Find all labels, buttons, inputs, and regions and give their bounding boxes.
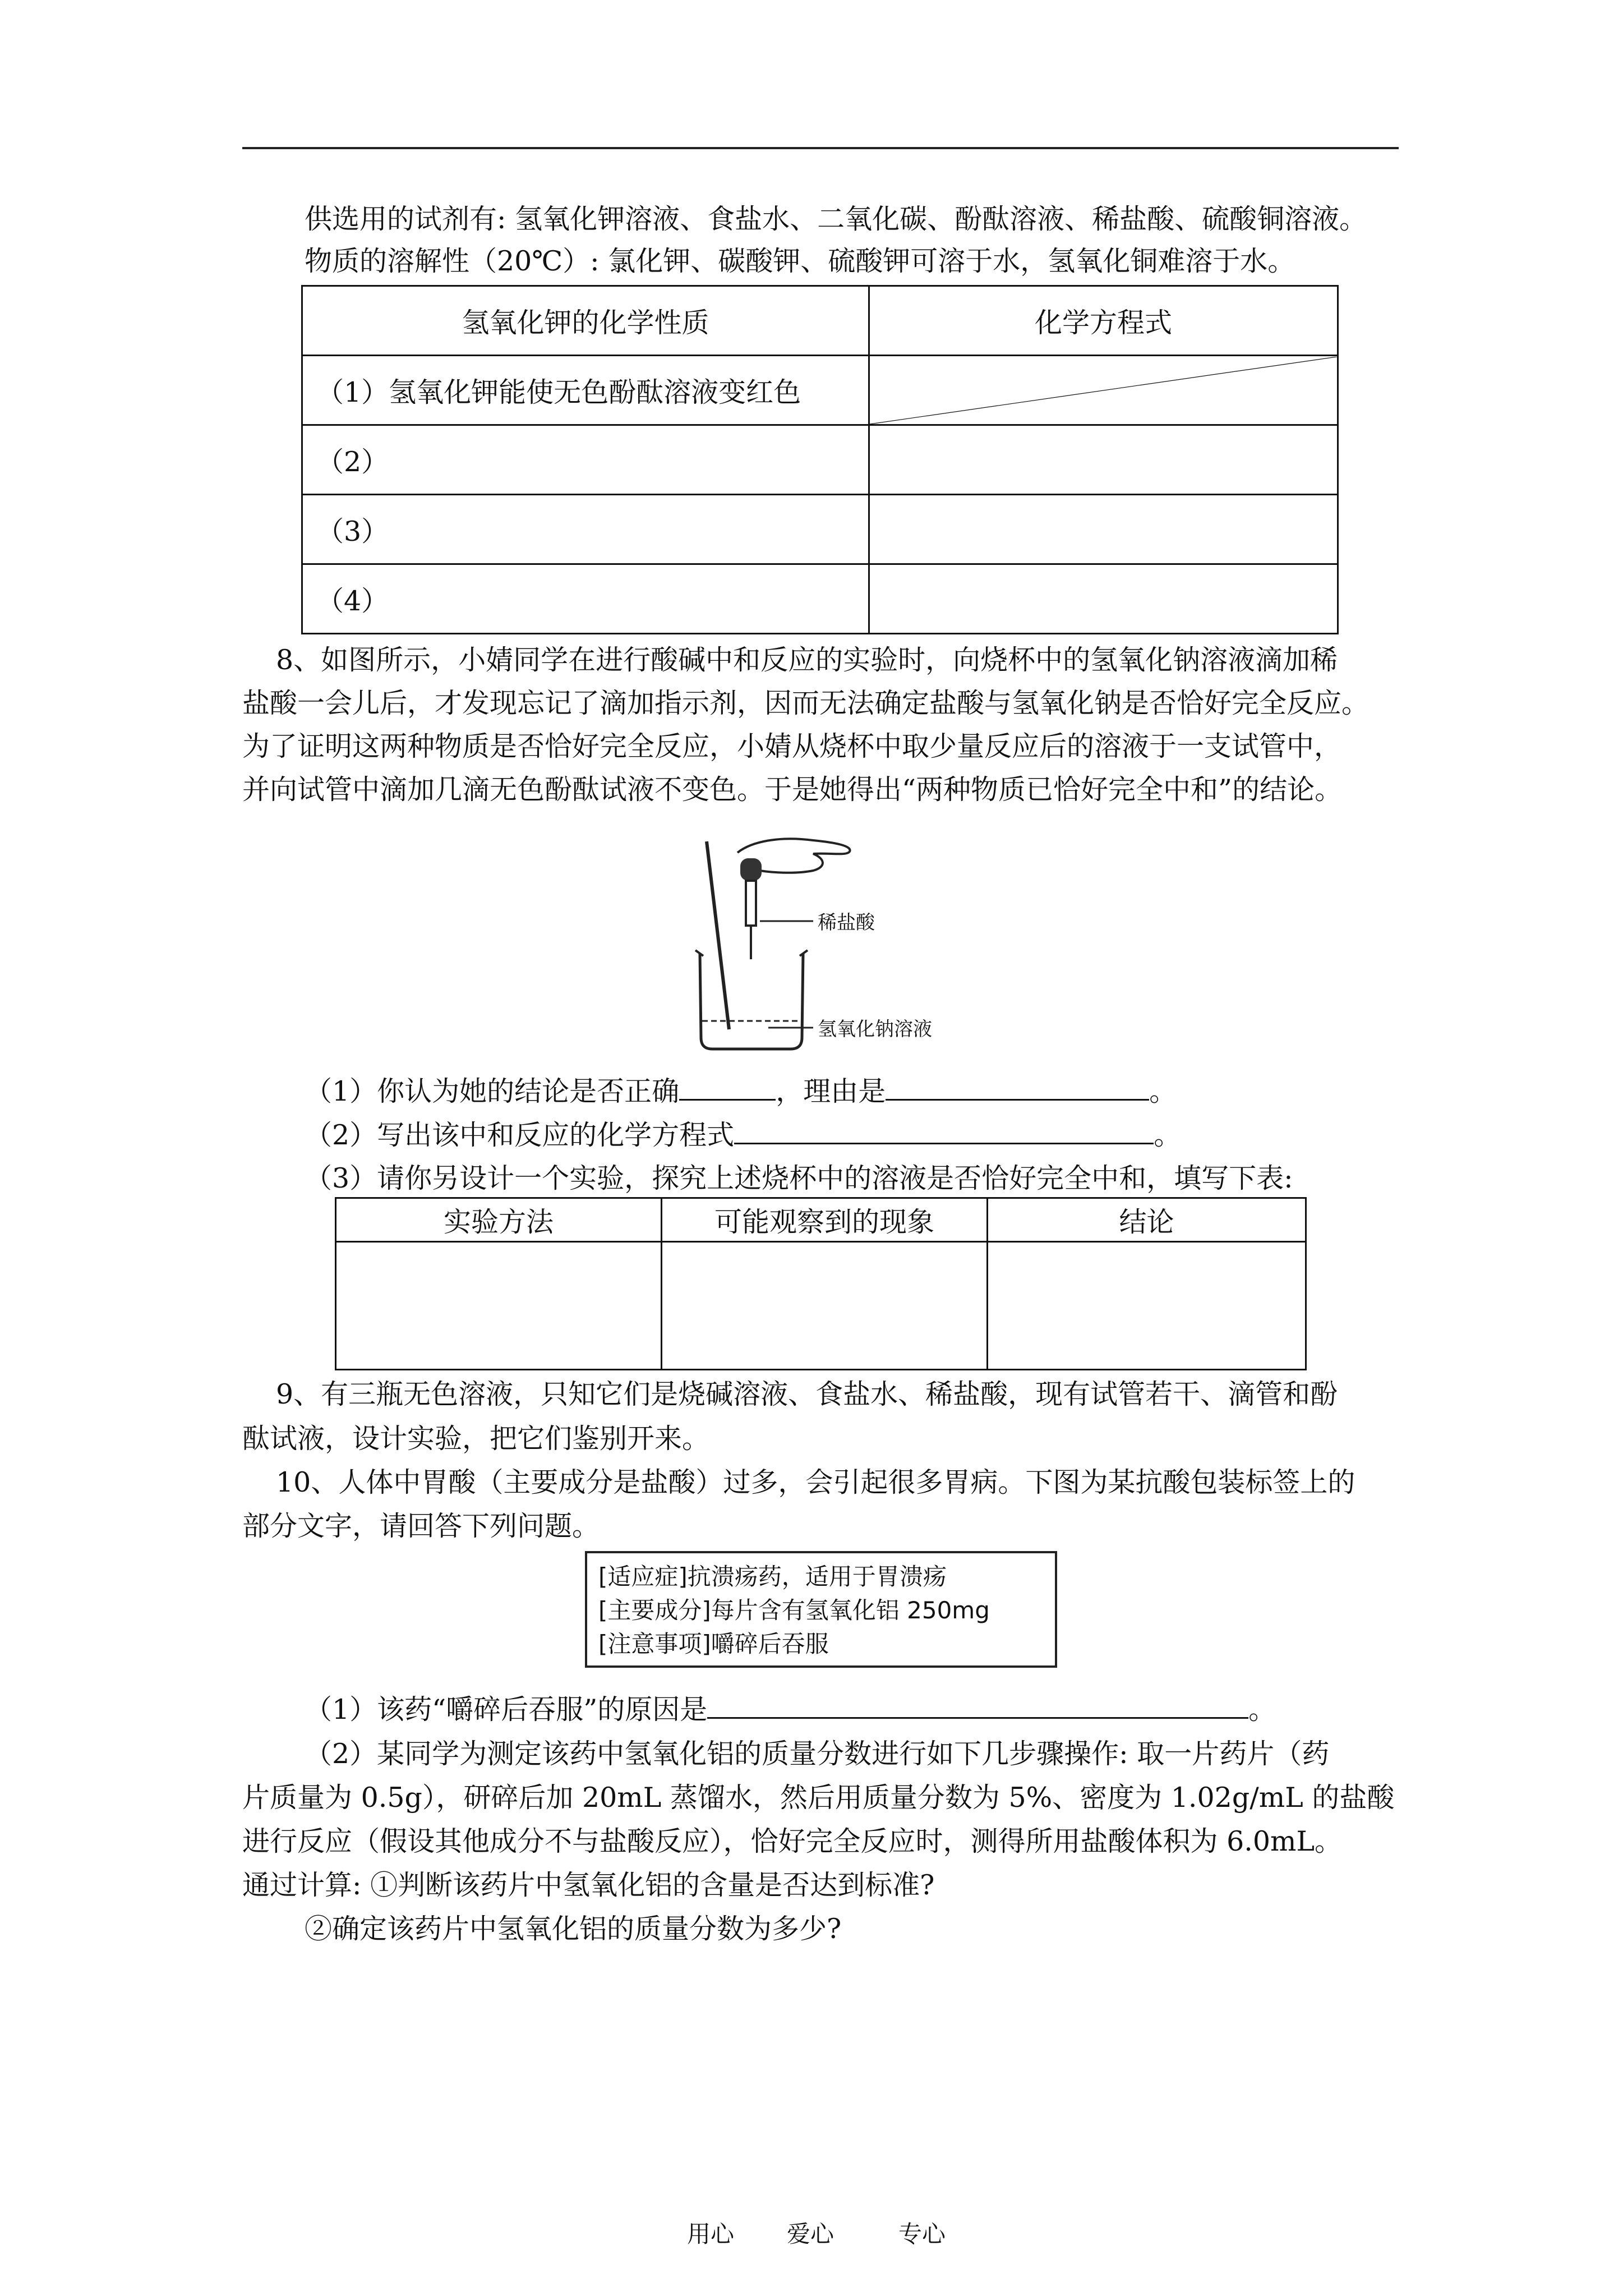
q10-sub2-line-2: 片质量为 0.5g），研碎后加 20mL 蒸馏水，然后用质量分数为 5%、密度为 1.02g/mL 的盐酸 — [242, 1782, 1395, 1814]
q9-line-1: 9、有三瓶无色溶液，只知它们是烧碱溶液、食盐水、稀盐酸，现有试管若干、滴管和酚 — [276, 1378, 1338, 1410]
header-rule — [242, 147, 1399, 149]
q10-sub2-line-4: 通过计算: ①判断该药片中氢氧化铝的含量是否达到标准? — [242, 1869, 935, 1901]
footer-aixin: 爱心 — [787, 2220, 834, 2248]
q8-sub1-text-a: （1）你认为她的结论是否正确 — [305, 1075, 680, 1107]
q10-sub1-text-b: 。 — [1248, 1694, 1276, 1726]
table1-row-3: （3） — [302, 495, 869, 564]
table2-method-cell[interactable] — [336, 1242, 662, 1370]
q10-sub1 — [305, 1691, 1276, 1728]
table1-row-3-equation[interactable] — [869, 495, 1338, 564]
q10-answer-reason-blank[interactable] — [707, 1691, 1248, 1719]
q8-line-2: 盐酸一会儿后，才发现忘记了滴加指示剂，因而无法确定盐酸与氢氧化钠是否恰好完全反应。 — [242, 687, 1370, 719]
footer-yongxin: 用心 — [687, 2220, 735, 2248]
q8-sub1 — [305, 1073, 1177, 1110]
q8-answer-equation-blank[interactable] — [734, 1117, 1154, 1144]
q8-line-3: 为了证明这两种物质是否恰好完全反应，小婧从烧杯中取少量反应后的溶液于一支试管中， — [242, 730, 1342, 762]
table2-phenomenon-cell[interactable] — [662, 1242, 988, 1370]
table1-row-1: （1）氢氧化钾能使无色酚酞溶液变红色 — [302, 356, 869, 425]
table2-header-method: 实验方法 — [336, 1198, 662, 1242]
q10-sub2-line-3: 进行反应（假设其他成分不与盐酸反应），恰好完全反应时，测得所用盐酸体积为 6.0mL。 — [242, 1825, 1343, 1857]
beaker-titration-figure — [684, 819, 976, 1060]
drug-label-box — [585, 1551, 1057, 1668]
q8-sub2 — [305, 1117, 1181, 1154]
q10-sub2-line-5: ②确定该药片中氢氧化铝的质量分数为多少? — [305, 1913, 842, 1945]
table1-header-property: 氢氧化钾的化学性质 — [302, 286, 869, 356]
q8-sub2-text-b: 。 — [1154, 1119, 1182, 1151]
label-sodium-hydroxide: 氢氧化钠溶液 — [818, 1018, 932, 1041]
footer-zhuanxin: 专心 — [898, 2220, 946, 2248]
q10-line-1: 10、人体中胃酸（主要成分是盐酸）过多，会引起很多胃病。下图为某抗酸包装标签上的 — [276, 1466, 1355, 1498]
table1-row-4: （4） — [302, 564, 869, 634]
q8-line-1: 8、如图所示，小婧同学在进行酸碱中和反应的实验时，向烧杯中的氢氧化钠溶液滴加稀 — [276, 644, 1338, 676]
q8-answer-correct-blank[interactable] — [679, 1073, 776, 1101]
q8-sub3: （3）请你另设计一个实验，探究上述烧杯中的溶液是否恰好完全中和，填写下表: — [305, 1162, 1293, 1194]
table1-row-2-equation[interactable] — [869, 425, 1338, 495]
table2-header-conclusion: 结论 — [988, 1198, 1306, 1242]
drug-label-ingredient: [主要成分]每片含有氢氧化铝 250mg — [598, 1596, 990, 1624]
table2-header-phenomenon: 可能观察到的现象 — [662, 1198, 988, 1242]
q8-line-4: 并向试管中滴加几滴无色酚酞试液不变色。于是她得出“两种物质已恰好完全中和”的结论。 — [242, 774, 1343, 806]
diagonal-slash — [870, 357, 1337, 424]
table1-row-1-equation-crossed — [869, 356, 1338, 425]
q10-sub2-line-1: （2）某同学为测定该药中氢氧化铝的质量分数进行如下几步骤操作: 取一片药片（药 — [305, 1738, 1330, 1770]
q9-line-2: 酞试液，设计实验，把它们鉴别开来。 — [242, 1423, 710, 1455]
table1-row-2: （2） — [302, 425, 869, 495]
drug-label-notice: [注意事项]嚼碎后吞服 — [598, 1630, 829, 1658]
table1-row-4-equation[interactable] — [869, 564, 1338, 634]
intro-line-2: 物质的溶解性（20℃）: 氯化钾、碳酸钾、硫酸钾可溶于水，氢氧化铜难溶于水。 — [305, 245, 1295, 277]
q8-sub2-text-a: （2）写出该中和反应的化学方程式 — [305, 1119, 735, 1151]
drug-label-indication: [适应症]抗溃疡药，适用于胃溃疡 — [598, 1563, 947, 1590]
label-hydrochloric-acid: 稀盐酸 — [818, 912, 875, 934]
koh-properties-table — [301, 285, 1339, 634]
table2-conclusion-cell[interactable] — [988, 1242, 1306, 1370]
table1-header-equation: 化学方程式 — [869, 286, 1338, 356]
q8-answer-reason-blank[interactable] — [886, 1073, 1149, 1101]
q8-sub1-text-b: ，理由是 — [776, 1075, 886, 1107]
experiment-design-table — [335, 1197, 1307, 1370]
q10-line-2: 部分文字，请回答下列问题。 — [242, 1510, 600, 1542]
q10-sub1-text-a: （1）该药“嚼碎后吞服”的原因是 — [305, 1694, 708, 1726]
q8-sub1-text-c: 。 — [1149, 1075, 1177, 1107]
intro-line-1: 供选用的试剂有: 氢氧化钾溶液、食盐水、二氧化碳、酚酞溶液、稀盐酸、硫酸铜溶液。 — [305, 203, 1367, 235]
